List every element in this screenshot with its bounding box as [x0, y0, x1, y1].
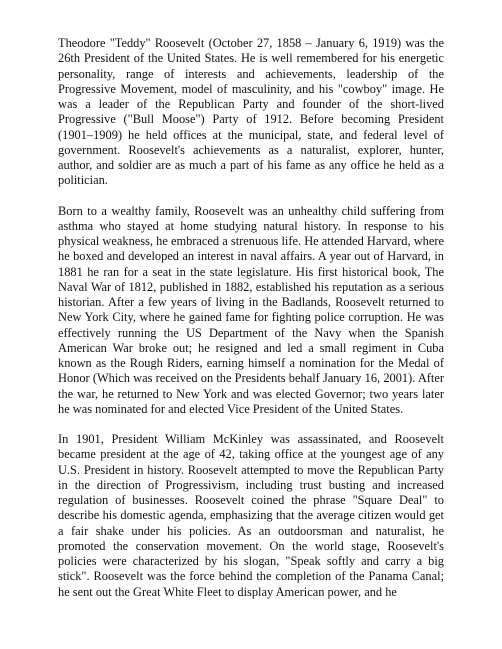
paragraph-intro: Theodore "Teddy" Roosevelt (October 27, 1858 – January 6, 1919) was the 26th President of the United States. He is well remembered for his energetic personality, range of interests and achievements, leadership of the Progressive Movement, model of masculinity, and his "cowboy" image. He was a leader of the Republican Party and founder of the short-lived Progressive ("Bull Moose") Party of 1912. Before becoming President (1901–1909) he held offices at the municipal, state, and federal level of government. Roosevelt's achievements as a naturalist, explorer, hunter, author, and soldier are as much a part of his fame as any office he held as a politician. [58, 36, 444, 188]
document-body [58, 36, 444, 615]
paragraph-early-life: Born to a wealthy family, Roosevelt was an unhealthy child suffering from asthma who stayed at home studying natural history. In response to his physical weakness, he embraced a strenuous life. He attended Harvard, where he boxed and developed an interest in naval affairs. A year out of Harvard, in 1881 he ran for a seat in the state legislature. His first historical book, The Naval War of 1812, published in 1882, established his reputation as a serious historian. After a few years of living in the Badlands, Roosevelt returned to New York City, where he gained fame for fighting police corruption. He was effectively running the US Department of the Navy when the Spanish American War broke out; he resigned and led a small regiment in Cuba known as the Rough Riders, earning himself a nomination for the Medal of Honor (Which was received on the Presidents behalf January 16, 2001). After the war, he returned to New York and was elected Governor; two years later he was nominated for and elected Vice President of the United States. [58, 203, 444, 416]
paragraph-presidency: In 1901, President William McKinley was assassinated, and Roosevelt became president at the age of 42, taking office at the youngest age of any U.S. President in history. Roosevelt attempted to move the Republican Party in the direction of Progressivism, including trust busting and increased regulation of businesses. Roosevelt coined the phrase "Square Deal" to describe his domestic agenda, emphasizing that the average citizen would get a fair shake under his policies. As an outdoorsman and naturalist, he promoted the conservation movement. On the world stage, Roosevelt's policies were characterized by his slogan, "Speak softly and carry a big stick". Roosevelt was the force behind the completion of the Panama Canal; he sent out the Great White Fleet to display American power, and he [58, 432, 444, 599]
